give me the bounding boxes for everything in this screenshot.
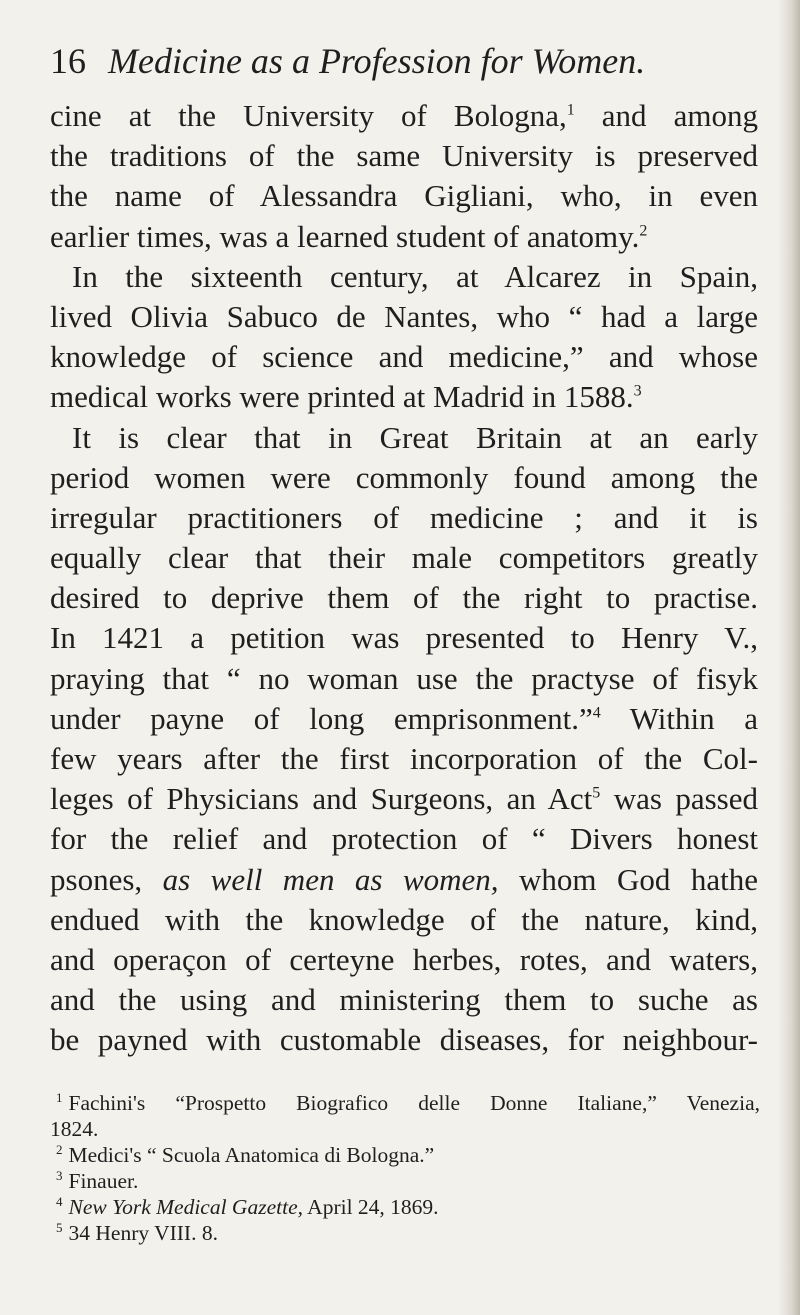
- footnote: $^4$ New York Medical Gazette, April 24, 1869.: [56, 1194, 439, 1219]
- paragraph-start-line: It is clear that in Great Britain at an early: [72, 419, 758, 455]
- footnotes: [50, 1090, 760, 1246]
- text-line: the name of Alessandra Gigliani, who, in even: [50, 178, 758, 214]
- text-line: irregular practitioners of medicine ; and it is: [50, 499, 758, 535]
- footnote: $^5$ 34 Henry VIII. 8.: [56, 1220, 218, 1245]
- running-title: Medicine as a Profession for Women.: [108, 41, 646, 81]
- running-head: [50, 36, 750, 86]
- text-line: desired to deprive them of the right to practise.: [50, 580, 758, 616]
- footnote-ref: 2: [639, 222, 648, 240]
- text-line: leges of Physicians and Surgeons, an Act$^5$ was passed: [50, 781, 758, 817]
- text-line: lived Olivia Sabuco de Nantes, who “ had a large: [50, 298, 758, 334]
- text-line: psones, as well men as women, whom God hathe: [50, 861, 758, 897]
- text-line: period women were commonly found among the: [50, 459, 758, 495]
- text-line: praying that “ no woman use the practyse of fisyk: [50, 660, 758, 696]
- text-line: be payned with customable diseases, for neighbour-: [50, 1022, 758, 1058]
- text-line: under payne of long emprisonment.”$^4$ Within a: [50, 700, 758, 736]
- footnote-ref: 1: [566, 101, 575, 119]
- text-line: and operaçon of certeyne herbes, rotes, and waters,: [50, 941, 758, 977]
- footnote-ref: 5: [592, 784, 601, 802]
- text-line: earlier times, was a learned student of anatomy.$^2$: [50, 218, 648, 254]
- text-line: and the using and ministering them to suche as: [50, 982, 758, 1018]
- text-line: medical works were printed at Madrid in 1588.$^3$: [50, 379, 642, 415]
- footnote-continuation: 1824.: [50, 1117, 99, 1141]
- text-line: the traditions of the same University is preserved: [50, 138, 758, 174]
- body-text: [50, 96, 758, 1061]
- text-line: knowledge of science and medicine,” and whose: [50, 339, 758, 375]
- text-line: few years after the first incorporation of the Col-: [50, 741, 758, 776]
- footnote: $^2$ Medici's “ Scuola Anatomica di Bologna.”: [56, 1142, 435, 1167]
- footnote: $^1$ Fachini's “Prospetto Biografico delle Donne Italiane,” Venezia,: [56, 1090, 760, 1115]
- page-edge-shadow: [778, 0, 800, 1315]
- text-line: cine at the University of Bologna,$^1$ and among: [50, 98, 758, 133]
- text-line: equally clear that their male competitors greatly: [50, 540, 758, 576]
- text-line: In 1421 a petition was presented to Henry V.,: [50, 620, 758, 656]
- footnote-ref: 3: [633, 382, 642, 400]
- paragraph-start-line: In the sixteenth century, at Alcarez in Spain,: [72, 258, 758, 294]
- footnote: $^3$ Finauer.: [56, 1168, 139, 1193]
- text-line: for the relief and protection of “ Divers honest: [50, 821, 758, 857]
- footnote-ref: 4: [592, 704, 601, 722]
- page-number: 16: [50, 41, 86, 81]
- text-line: endued with the knowledge of the nature, kind,: [50, 901, 758, 937]
